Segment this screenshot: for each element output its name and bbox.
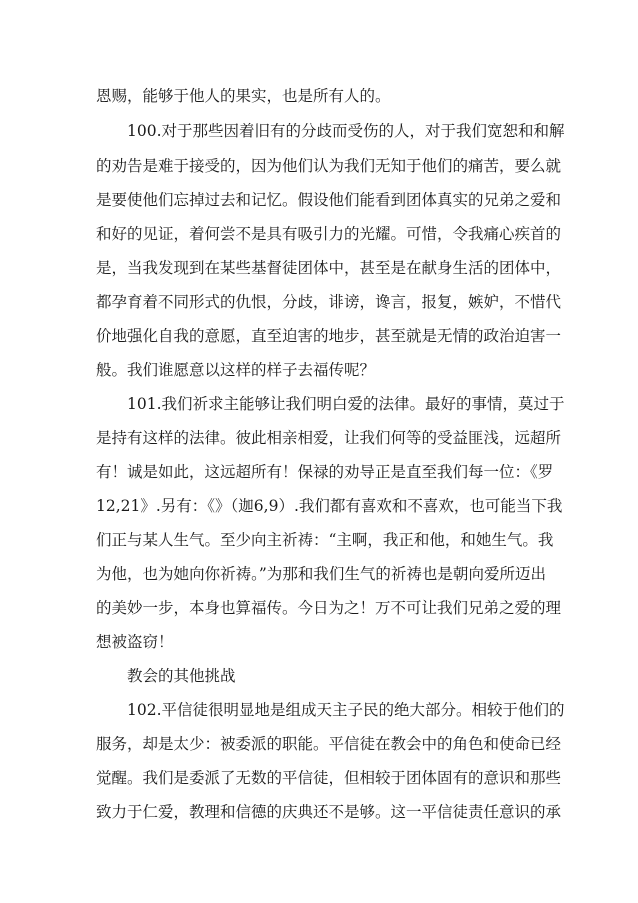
text-line-10: 101.我们祈求主能够让我们明白爱的法律。最好的事情，莫过于 bbox=[127, 395, 565, 413]
text-line-3: 的劝告是难于接受的，因为他们认为我们无知于他们的痛苦，要么就 bbox=[96, 157, 562, 175]
text-line-12: 有！诚是如此，这远超所有！保禄的劝导正是直至我们每一位：《罗 bbox=[96, 463, 554, 481]
text-line-1: 恩赐，能够于他人的果实，也是所有人的。 bbox=[96, 87, 391, 105]
text-line-11: 是持有这样的法律。彼此相亲相爱，让我们何等的受益匪浅，远超所 bbox=[96, 429, 562, 447]
text-line-20: 服务，却是太少：被委派的职能。平信徒在教会中的角色和使命已经 bbox=[96, 735, 562, 753]
text-line-15: 为他，也为她向你祈祷。”为那和我们生气的祈祷也是朝向爱所迈出 bbox=[96, 565, 546, 583]
section-heading: 教会的其他挑战 bbox=[127, 667, 236, 685]
text-line-22: 致力于仁爱，教理和信德的庆典还不是够。这一平信徒责任意识的承 bbox=[96, 803, 562, 821]
text-line-13: 12,21》.另有：《》（迦6,9）.我们都有喜欢和不喜欢，也可能当下我 bbox=[96, 497, 563, 515]
text-line-17: 想被盗窃！ bbox=[96, 633, 174, 651]
text-line-6: 是，当我发现到在某些基督徒团体中，甚至是在献身生活的团体中， bbox=[96, 259, 562, 277]
text-line-21: 觉醒。我们是委派了无数的平信徒，但相较于团体固有的意识和那些 bbox=[96, 769, 562, 787]
text-line-9: 般。我们谁愿意以这样的样子去福传呢？ bbox=[96, 361, 376, 379]
text-line-16: 的美妙一步，本身也算福传。今日为之！万不可让我们兄弟之爱的理 bbox=[96, 599, 562, 617]
text-line-8: 价地强化自我的意愿，直至迫害的地步，甚至就是无情的政治迫害一 bbox=[96, 327, 562, 345]
text-line-5: 和好的见证，着何尝不是具有吸引力的光耀。可惜，令我痛心疾首的 bbox=[96, 225, 562, 243]
text-line-19: 102.平信徒很明显地是组成天主子民的绝大部分。相较于他们的 bbox=[127, 701, 565, 719]
text-line-14: 们正与某人生气。至少向主祈祷：“主啊，我正和他，和她生气。我 bbox=[96, 531, 554, 549]
text-line-4: 是要使他们忘掉过去和记忆。假设他们能看到团体真实的兄弟之爱和 bbox=[96, 191, 562, 209]
text-line-7: 都孕育着不同形式的仇恨，分歧，诽谤，谗言，报复，嫉妒，不惜代 bbox=[96, 293, 562, 311]
text-line-2: 100.对于那些因着旧有的分歧而受伤的人，对于我们宽恕和和解 bbox=[127, 122, 565, 140]
